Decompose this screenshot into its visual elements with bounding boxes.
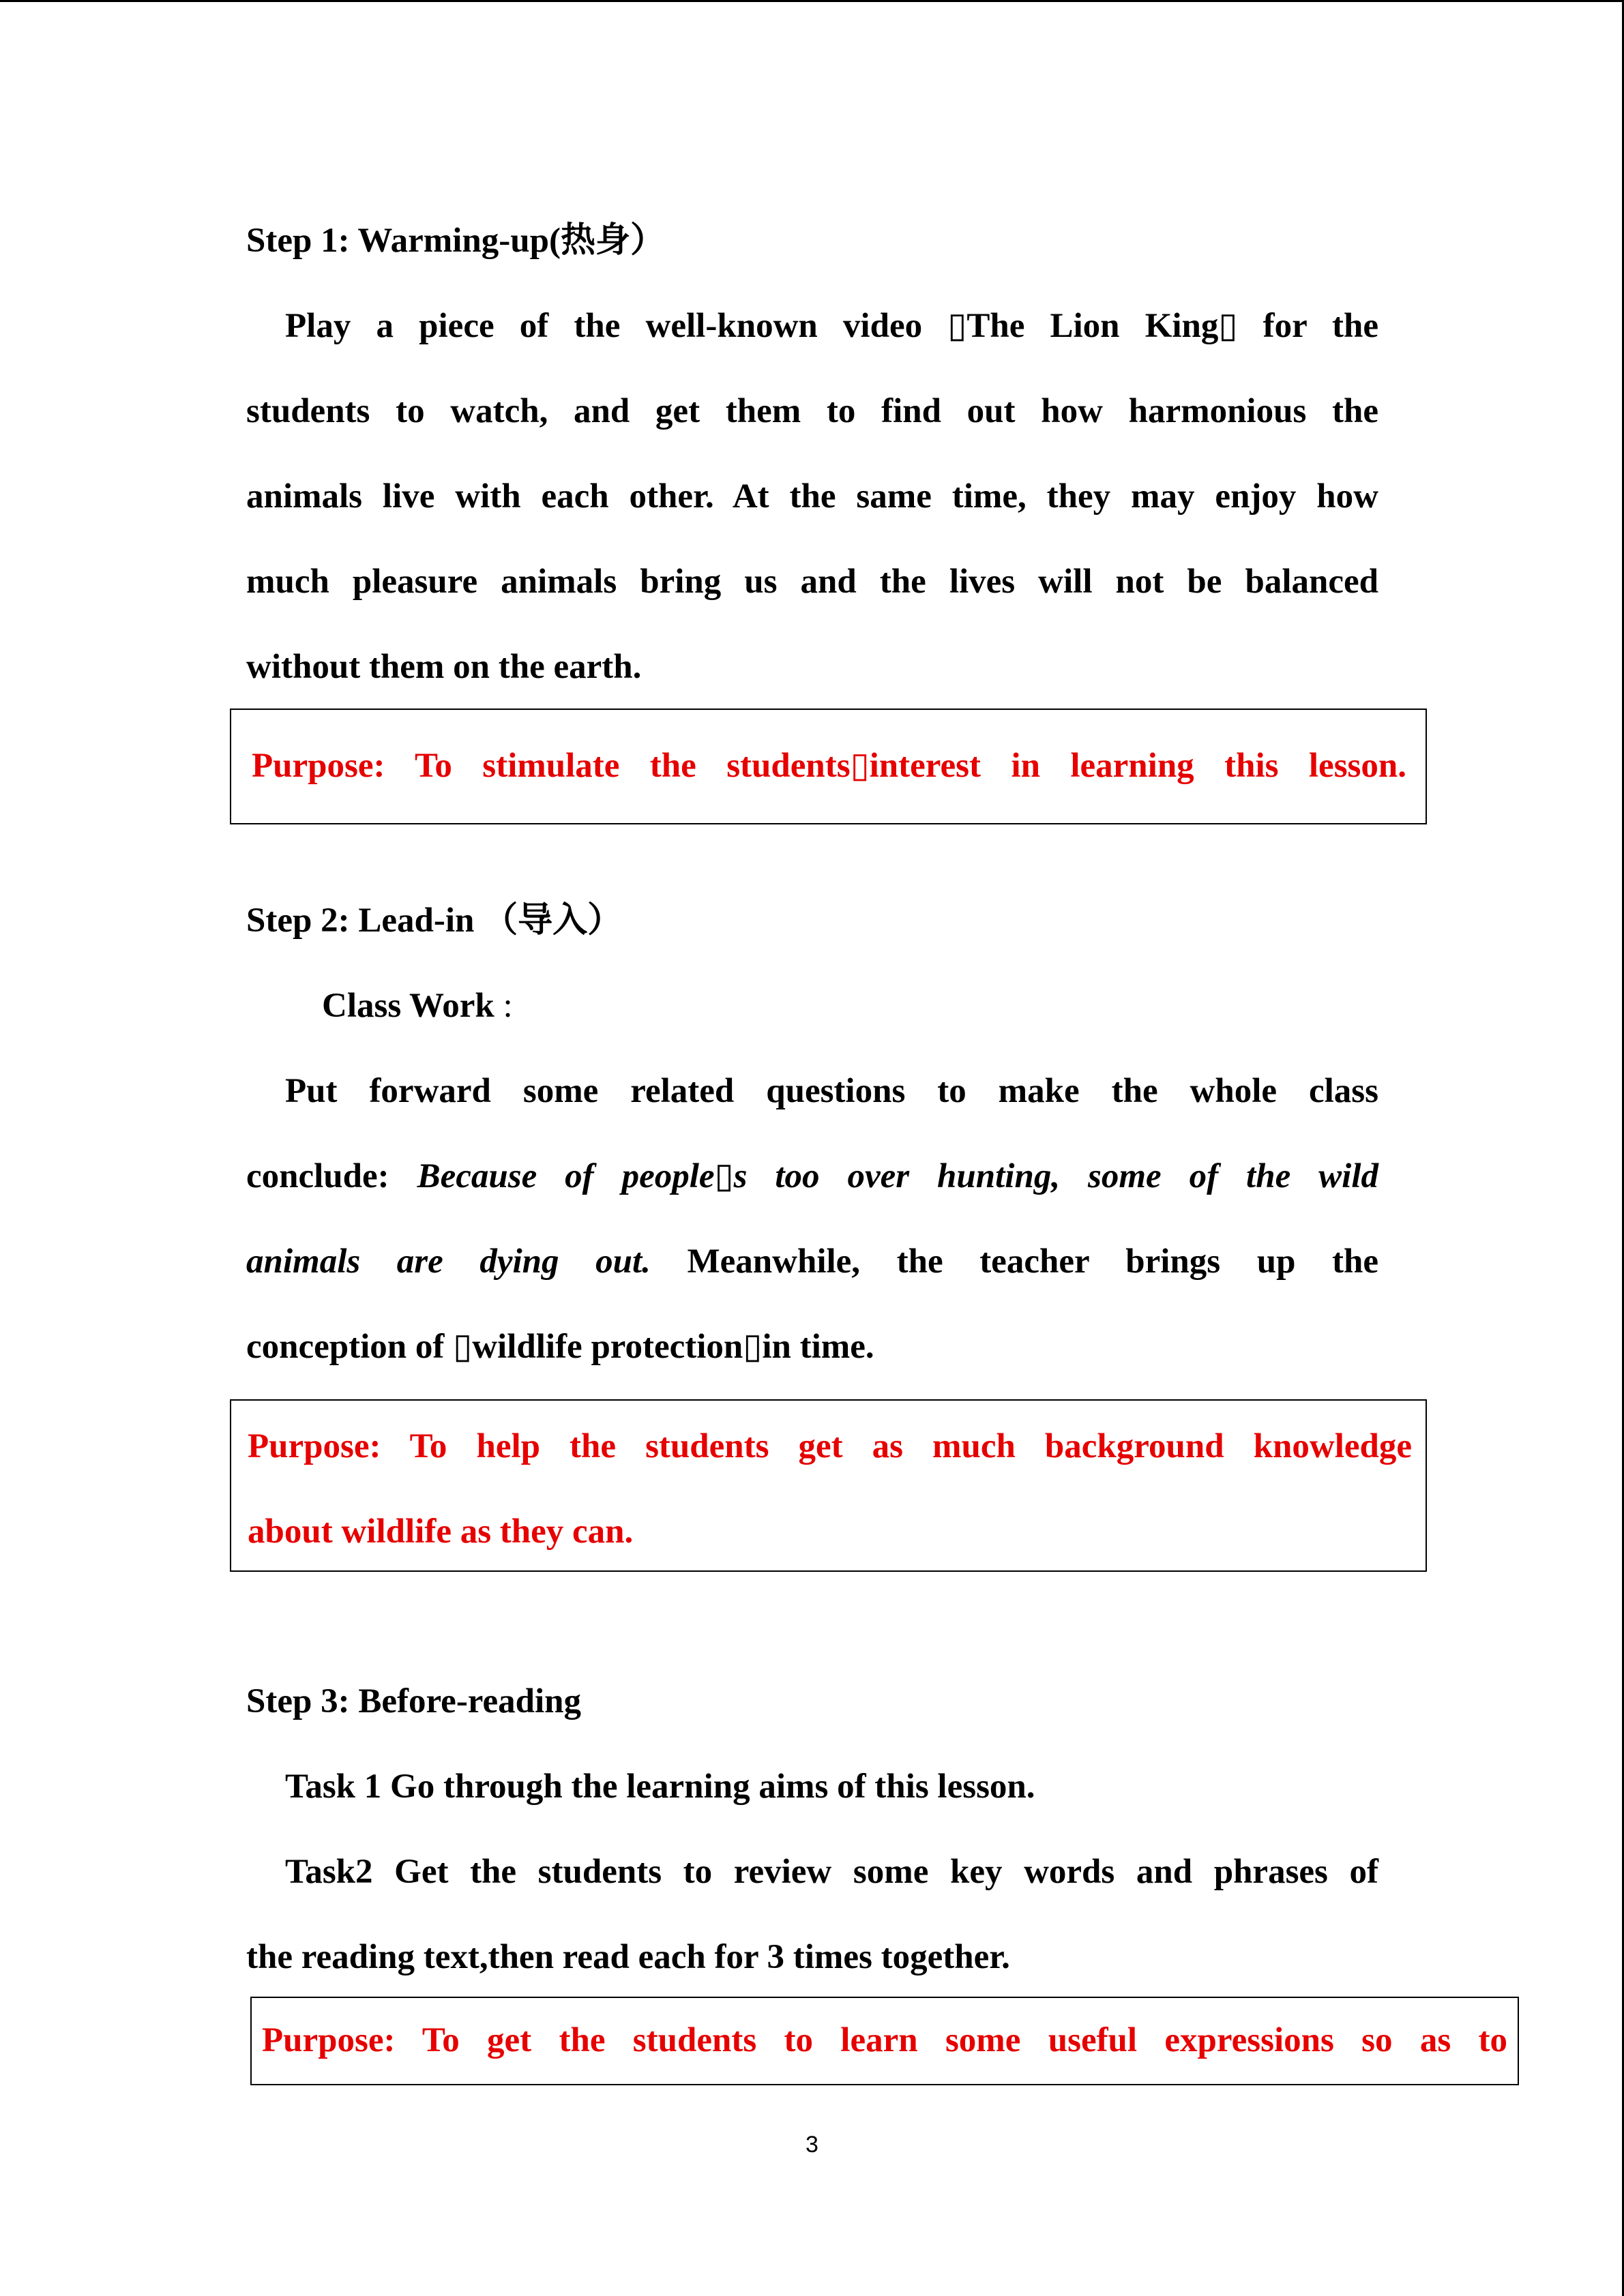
step3-task2-line-1: Task2 Get the students to review some key words and phrases of bbox=[285, 1853, 1378, 1891]
step2-purpose-box bbox=[230, 1399, 1427, 1572]
step1-purpose: Purpose: To stimulate the students▯interest in learning this lesson. bbox=[252, 747, 1406, 785]
step2-line-3-plain: Meanwhile, the teacher brings up the bbox=[687, 1242, 1379, 1281]
step1-line-5: without them on the earth. bbox=[246, 648, 642, 686]
step2-purpose-line-1: Purpose: To help the students get as much background knowledge bbox=[248, 1427, 1412, 1465]
step3-purpose-box bbox=[250, 1997, 1519, 2085]
step1-line-1: Play a piece of the well-known video ▯The Lion King▯ for the bbox=[285, 307, 1378, 345]
step1-purpose-box bbox=[230, 709, 1427, 824]
step2-line-1: Put forward some related questions to make the whole class bbox=[285, 1072, 1378, 1110]
page-border-top bbox=[0, 0, 1624, 2]
step3-purpose: Purpose: To get the students to learn some useful expressions so as to bbox=[262, 2021, 1507, 2059]
step2-heading: Step 2: Lead-in （导入） bbox=[246, 901, 623, 940]
step2-line-4: conception of ▯wildlife protection▯in time. bbox=[246, 1328, 874, 1366]
step2-purpose-line-2: about wildlife as they can. bbox=[248, 1512, 634, 1551]
class-work-label bbox=[322, 982, 731, 1030]
step3-heading: Step 3: Before-reading bbox=[246, 1682, 582, 1720]
class-work-colon: : bbox=[503, 987, 513, 1025]
class-work-text: Class Work bbox=[322, 987, 494, 1025]
step2-line-3 bbox=[246, 1238, 1378, 1285]
step2-line-3-italic: animals are dying out. bbox=[246, 1242, 651, 1281]
step1-line-3: animals live with each other. At the same time, they may enjoy how bbox=[246, 477, 1378, 516]
step3-task2-line-2: the reading text,then read each for 3 times together. bbox=[246, 1938, 1010, 1976]
page-number: 3 bbox=[806, 2132, 818, 2158]
step3-task1: Task 1 Go through the learning aims of this lesson. bbox=[285, 1768, 1035, 1806]
step2-line-2 bbox=[246, 1152, 1378, 1200]
step1-line-4: much pleasure animals bring us and the lives will not be balanced bbox=[246, 563, 1378, 601]
step1-heading: Step 1: Warming-up(热身） bbox=[246, 222, 665, 260]
step2-line-2-plain: conclude: bbox=[246, 1157, 389, 1195]
step2-line-2-italic: Because of people▯s too over hunting, some of the wild bbox=[417, 1157, 1378, 1195]
step1-line-2: students to watch, and get them to find out how harmonious the bbox=[246, 392, 1378, 430]
